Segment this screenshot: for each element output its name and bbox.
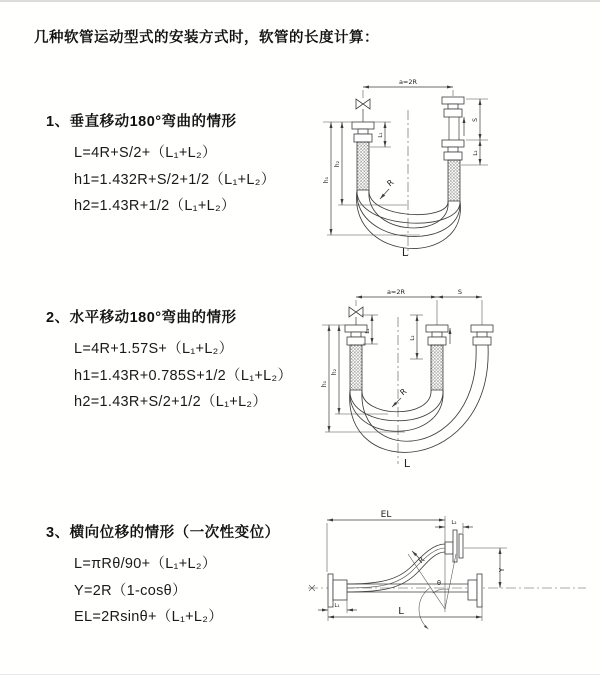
formula-line: L=4R+S/2+（L₁+L₂）	[74, 145, 217, 161]
braided-hose-section	[357, 142, 369, 190]
diagram-lateral-displacement	[300, 492, 590, 652]
dim-label-l2: L₂	[451, 520, 457, 526]
section-vertical-movement	[46, 110, 276, 221]
diagram-2-svg	[310, 282, 590, 472]
dimension-l1	[318, 600, 357, 613]
middle-pipe-fitting	[426, 325, 448, 390]
formula-block	[74, 337, 292, 417]
section-title: 3、横向位移的情形（一次性变位）	[46, 525, 280, 541]
formula-line: L=4R+1.57S+（L₁+L₂）	[74, 341, 234, 357]
diagram-1-svg	[310, 72, 590, 262]
dimension-l2	[410, 315, 423, 359]
dimension-l	[328, 605, 482, 621]
dim-label-a2r: a=2R	[398, 78, 418, 86]
right-flange	[468, 574, 482, 607]
dim-label-l1: L₁	[365, 328, 371, 334]
dim-label-l: L	[403, 457, 411, 470]
radius-callout	[380, 178, 396, 199]
dim-label-r: R	[398, 386, 409, 398]
hose-u-curves	[357, 190, 461, 249]
page-title: 几种软管运动型式的安装方式时，软管的长度计算：	[34, 30, 379, 46]
dim-label-s: S	[472, 118, 479, 122]
dim-label-y: Y	[498, 567, 506, 573]
formula-line: L=πRθ/90+（L₁+L₂）	[74, 556, 217, 572]
right-pipe-fitting	[442, 97, 464, 201]
radius-callout	[392, 387, 409, 407]
dim-label-h1: h₁	[323, 176, 330, 184]
dim-label-l2: L₂	[410, 335, 416, 341]
formula-line: h1=1.432R+S/2+1/2（L₁+L₂）	[74, 171, 276, 188]
dim-label-r: R	[385, 177, 396, 189]
braided-hose-section	[448, 160, 460, 201]
dimension-a2r	[363, 78, 453, 98]
dim-label-l2: L₂	[473, 150, 479, 156]
formula-line: h1=1.43R+0.785S+1/2（L₁+L₂）	[74, 367, 293, 384]
formula-block	[74, 552, 280, 632]
hose-s-curve	[347, 544, 445, 592]
valve-icon	[356, 99, 370, 122]
dim-label-l: L	[401, 246, 409, 259]
section-horizontal-movement	[46, 306, 292, 417]
dim-label-h2: h₂	[334, 160, 341, 168]
dim-label-a2r: a=2R	[386, 288, 406, 296]
valve-icon	[349, 307, 363, 325]
formula-line: h2=1.43R+1/2（L₁+L₂）	[74, 198, 236, 214]
braided-hose-section	[431, 345, 443, 390]
left-pipe-fitting	[345, 325, 367, 390]
dim-label-l1: L₁	[334, 603, 340, 609]
formula-block	[74, 141, 276, 221]
dimension-a2r	[356, 288, 482, 325]
dim-label-l1: L₁	[378, 132, 384, 138]
dim-label-el: EL	[380, 510, 392, 520]
section-lateral-displacement	[46, 521, 280, 632]
right-pipe-fitting	[471, 325, 493, 345]
dim-label-r: R	[416, 554, 427, 566]
braided-hose-section	[350, 345, 362, 390]
formula-line: Y=2R（1-cosθ）	[74, 582, 187, 599]
formula-line: h2=1.43R+S/2+1/2（L₁+L₂）	[74, 394, 268, 410]
left-pipe-fitting	[352, 122, 374, 190]
diagram-3-svg	[300, 492, 590, 652]
angle-label-theta: θ	[437, 579, 441, 587]
section-title: 2、水平移动180°弯曲的情形	[46, 310, 237, 326]
dim-label-h2: h₂	[331, 368, 338, 376]
formula-line: EL=2Rsinθ+（L₁+L₂）	[74, 609, 224, 625]
section-title: 1、垂直移动180°弯曲的情形	[46, 114, 237, 130]
dimension-s-l2	[461, 99, 488, 165]
dim-label-h1: h₁	[321, 380, 328, 388]
hose-u-curves	[350, 345, 489, 452]
diagram-horizontal-180-bend	[310, 282, 590, 472]
displaced-flange	[445, 530, 463, 562]
dim-label-l: L	[398, 606, 404, 617]
dim-label-s: S	[457, 288, 463, 296]
diagram-vertical-180-bend	[310, 72, 590, 262]
